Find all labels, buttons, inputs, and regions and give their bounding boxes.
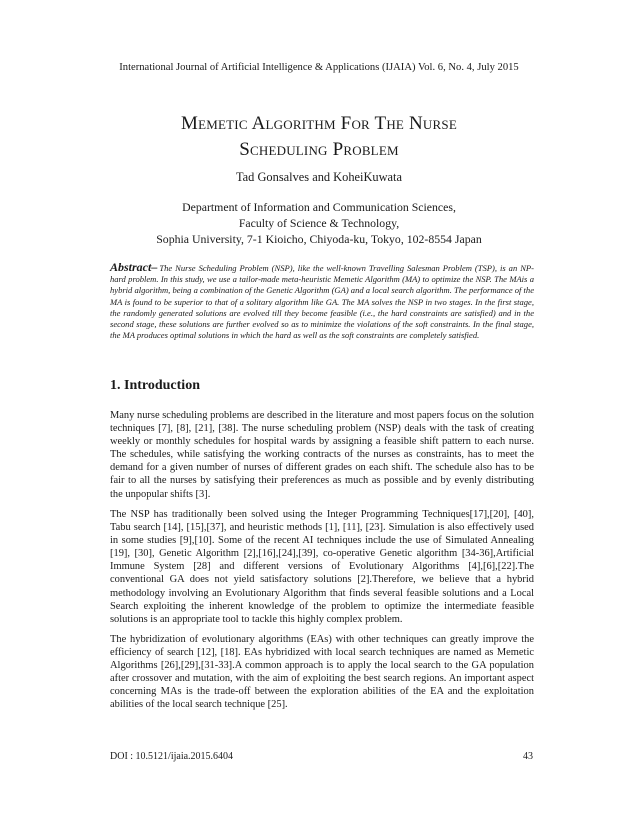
section-heading-introduction: 1. Introduction [110, 378, 200, 393]
affiliation-line-3: Sophia University, 7-1 Kioicho, Chiyoda-ku, Tokyo, 102-8554 Japan [156, 232, 482, 246]
paper-title-line-1: Memetic Algorithm For The Nurse [181, 113, 457, 134]
intro-paragraph-1: Many nurse scheduling problems are described in the literature and most papers focus on the solution techniques [7], [8], [21], [38]. The nurse scheduling problem (NSP) deals with the task of creating weekly or monthly schedules for hospital wards by assigning a feasible shift pattern to each nurse. The schedules, while satisfying the working contracts of the nurses as constraints, has to meet the demand for a given number of nurses of different grades on each shift. The schedule also has to be fair to all the nurses by satisfying their preferences as much as possible and by evenly distributing the unpopular shifts [3]. [110, 410, 534, 500]
intro-paragraph-3: The hybridization of evolutionary algorithms (EAs) with other techniques can greatly improve the efficiency of search [12], [18]. EAs hybridized with local search techniques are named as Memetic Algorithms [26],[29],[31-33].A common approach is to apply the local search to the GA population after crossover and mutation, with the aim of exploiting the best search regions. An important aspect concerning MAs is the trade-off between the exploration abilities of the EA and the exploitation abilities of the local search technique [25]. [110, 634, 534, 711]
paper-title [0, 111, 638, 163]
abstract-label: Abstract– [110, 260, 158, 274]
abstract [110, 262, 534, 341]
author-list: Tad Gonsalves and KoheiKuwata [235, 170, 402, 184]
paper-title-line-2: Scheduling Problem [239, 139, 399, 160]
affiliation [0, 199, 638, 247]
affiliation-line-2: Faculty of Science & Technology, [238, 216, 400, 230]
page-number: 43 [523, 751, 533, 762]
abstract-text: The Nurse Scheduling Problem (NSP), like the well-known Travelling Salesman Problem (TSP), is an NP-hard problem. In this study, we use a tailor-made meta-heuristic Memetic Algorithm (MA) to optimize the NSP. The MAis a hybrid algorithm, being a combination of the Genetic Algorithm (GA) and a local search algorithm. The performance of the MA is found to be superior to that of a solitary algorithm like GA. The MA solves the NSP in two stages. In the first stage, the randomly generated solutions are evolved till they become feasible (i.e., the hard constraints are satisfied) and in the second stage, these solutions are further evolved so as to minimize the violations of the soft constraints. In the final stage, the MA produces optimal solutions in which the hard as well as the soft constraints are completely satisfied. [110, 263, 534, 341]
running-head: International Journal of Artificial Intelligence & Applications (IJAIA) Vol. 6, No. 4, July 2015 [119, 62, 519, 73]
intro-paragraph-2: The NSP has traditionally been solved using the Integer Programming Techniques[17],[20], [40], Tabu search [14], [15],[37], and heuristic methods [1], [11], [23]. Simulation is also effectively used in some studies [9],[10]. Some of the recent AI techniques include the use of Simulated Annealing [19], [30], Genetic Algorithm [2],[16],[24],[39], co-operative Genetic algorithm [34-36],Artificial Immune System [28] and different versions of Evolutionary Algorithms [4],[6],[22].The conventional GA does not yield satisfactory solutions [2].Therefore, we believe that a hybrid methodology involving an Evolutionary Algorithm that finds several feasible solutions and a Local Search exploiting the inherent knowledge of the problem to optimize the intermediate feasible solutions is an appropriate tool to tackle this highly complex problem. [110, 509, 534, 625]
footer-doi: DOI : 10.5121/ijaia.2015.6404 [110, 751, 234, 762]
affiliation-line-1: Department of Information and Communication Sciences, [182, 200, 456, 214]
